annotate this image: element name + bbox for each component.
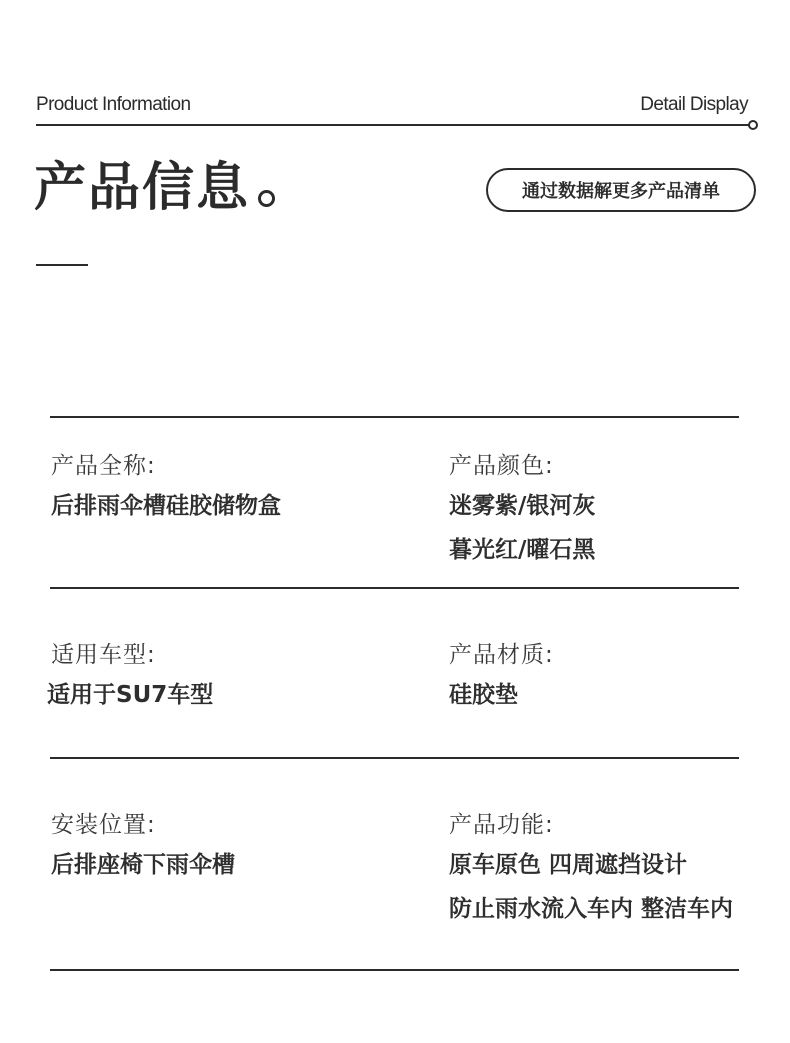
- function-label: 产品功能:: [449, 812, 554, 838]
- full-name-value: 后排雨伞槽硅胶储物盒: [51, 493, 281, 519]
- row-divider-top: [50, 416, 739, 418]
- header-left-label: Product Information: [36, 94, 191, 115]
- color-label: 产品颜色:: [449, 453, 554, 479]
- vehicle-label: 适用车型:: [51, 642, 156, 668]
- row-divider-bottom: [50, 969, 739, 971]
- title-underline: [36, 264, 88, 266]
- material-value: 硅胶垫: [449, 682, 518, 708]
- install-label: 安装位置:: [51, 812, 156, 838]
- title-period-mark: [258, 190, 275, 207]
- function-value-2: 防止雨水流入车内 整洁车内: [449, 896, 734, 922]
- product-list-button[interactable]: 通过数据解更多产品清单: [486, 168, 756, 212]
- vehicle-value: 适用于SU7车型: [47, 682, 214, 708]
- material-label: 产品材质:: [449, 642, 554, 668]
- page-title: 产品信息: [34, 158, 251, 218]
- full-name-label: 产品全称:: [51, 453, 156, 479]
- row-divider-1: [50, 587, 739, 589]
- header-end-dot: [748, 120, 758, 130]
- color-value-2: 暮光红/曜石黑: [449, 537, 596, 563]
- header-right-label: Detail Display: [640, 94, 748, 115]
- row-divider-2: [50, 757, 739, 759]
- header-divider: [36, 124, 750, 126]
- function-value-1: 原车原色 四周遮挡设计: [449, 852, 688, 878]
- color-value-1: 迷雾紫/银河灰: [449, 493, 596, 519]
- install-value: 后排座椅下雨伞槽: [51, 852, 235, 878]
